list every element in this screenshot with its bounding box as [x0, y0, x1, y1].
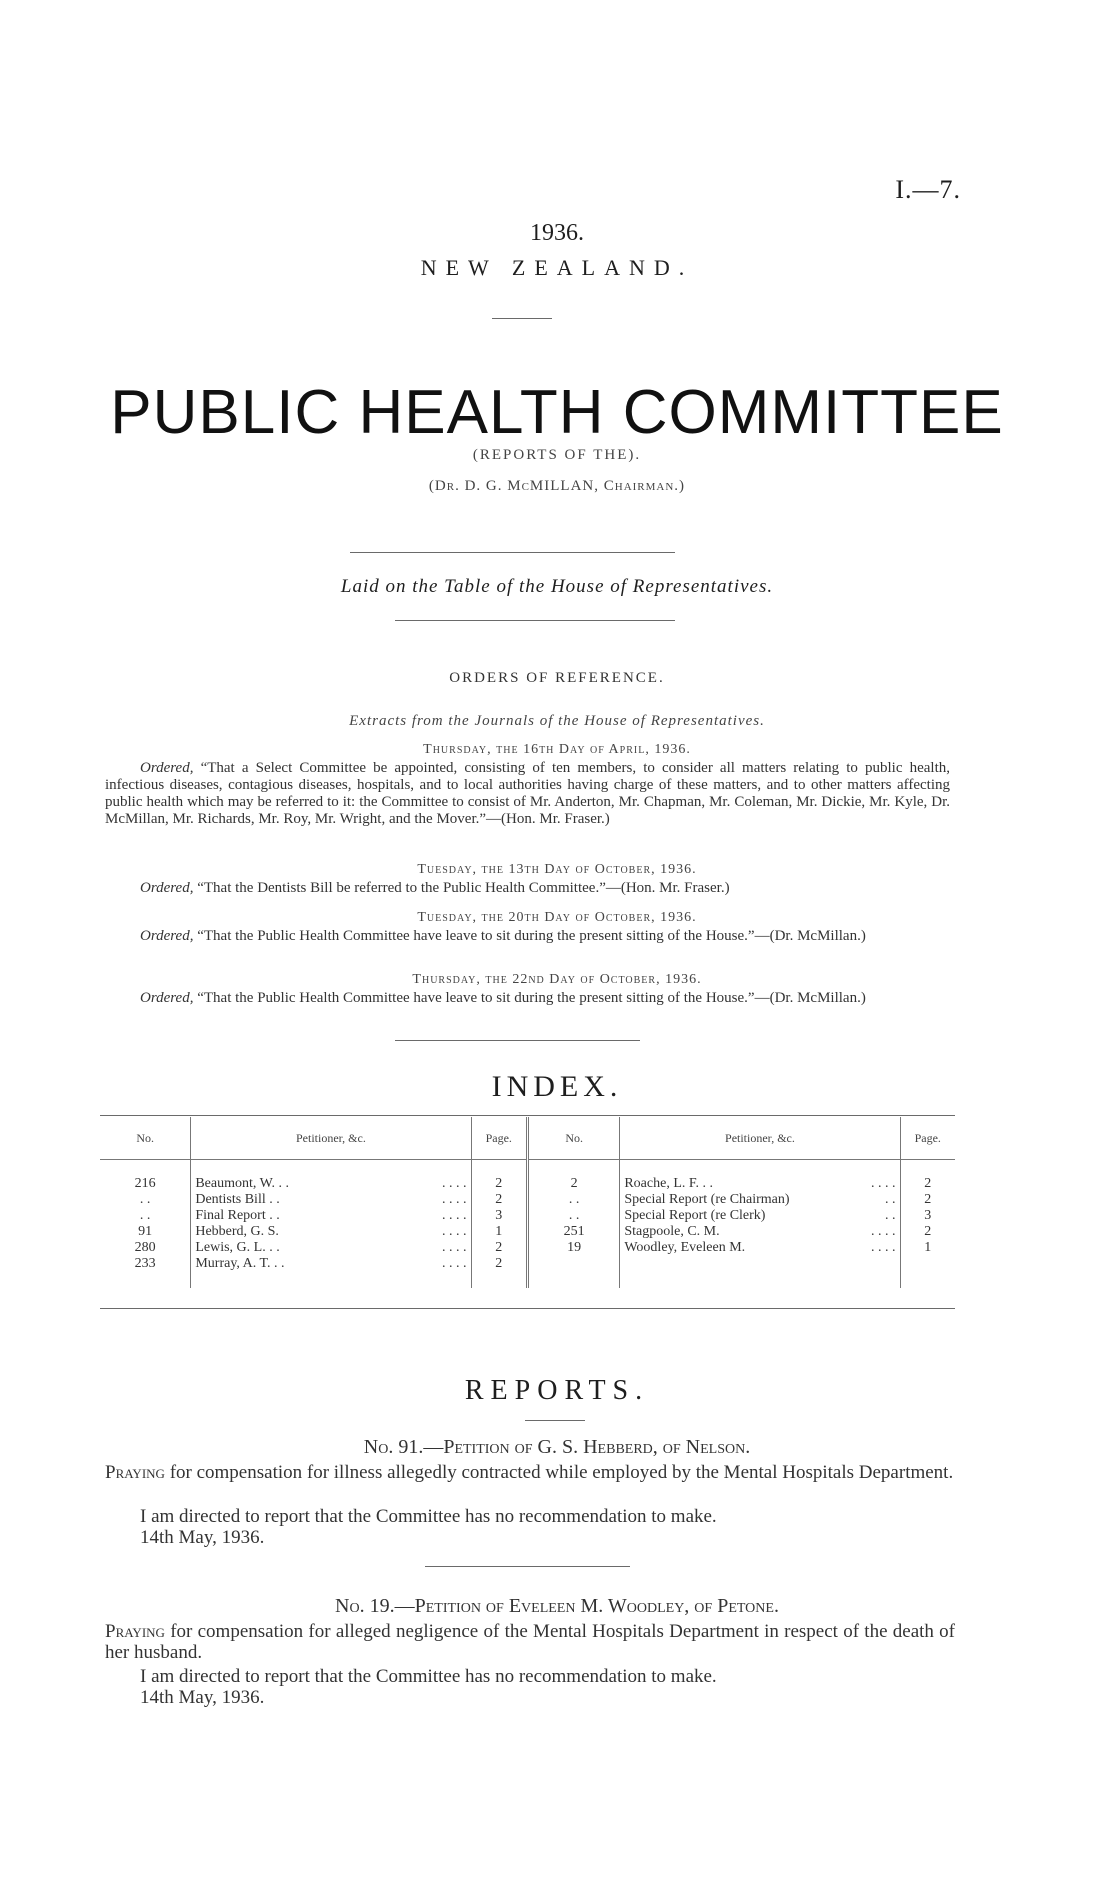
table-row	[100, 1192, 955, 1208]
index-title: INDEX.	[491, 1070, 623, 1103]
table-row	[100, 1256, 955, 1272]
cell-page	[900, 1256, 955, 1272]
report-finding: I am directed to report that the Committee has no recommendation to make.	[140, 1506, 717, 1527]
petition-body	[105, 1621, 955, 1663]
cell-petitioner: Special Report (re Clerk) . .	[620, 1208, 900, 1224]
cell-no: 251	[527, 1224, 619, 1240]
order-date: Thursday, the 16th Day of April, 1936.	[423, 742, 691, 757]
cell-page: 2	[900, 1192, 955, 1208]
ordered-label: Ordered,	[140, 990, 194, 1006]
cell-page: 3	[471, 1208, 527, 1224]
col-page: Page.	[471, 1117, 527, 1160]
ordered-label: Ordered,	[140, 880, 194, 896]
cell-no: 91	[138, 1224, 153, 1239]
order-text: “That the Public Health Committee have leave to sit during the present sitting of the House.”—(Dr. McMillan.)	[197, 928, 866, 944]
col-no: No.	[527, 1117, 619, 1160]
cell-no: 280	[134, 1240, 156, 1255]
chairman-line: (Dr. D. G. McMILLAN, Chairman.)	[428, 478, 686, 494]
divider	[525, 1420, 585, 1421]
publication-year: 1936.	[530, 220, 584, 246]
cell-page: 1	[471, 1224, 527, 1240]
country-heading: NEW ZEALAND.	[420, 255, 694, 280]
cell-no: . .	[139, 1192, 151, 1207]
cell-no: . .	[527, 1208, 619, 1224]
order-paragraph	[105, 928, 950, 945]
cell-page: 2	[471, 1176, 527, 1192]
petition-text: for compensation for illness allegedly contracted while employed by the Mental Hospitals Department.	[169, 1462, 954, 1483]
cell-petitioner: Beaumont, W. . . . . . .	[191, 1176, 471, 1192]
cell-petitioner: Final Report . . . . . .	[191, 1208, 471, 1224]
col-no: No.	[100, 1117, 191, 1160]
cell-petitioner	[620, 1256, 900, 1272]
petition-body	[105, 1462, 955, 1483]
table-row	[100, 1224, 955, 1240]
report-date: 14th May, 1936.	[140, 1527, 265, 1548]
divider	[395, 1040, 640, 1041]
extracts-line: Extracts from the Journals of the House of Representatives.	[349, 713, 765, 729]
order-text: “That a Select Committee be appointed, consisting of ten members, to consider all matters relating to public health, infectious diseases, contagious diseases, hospitals, and to local authorities having charge of these matters, and to other matters affecting public health which may be referred to it: the Committee to consist of Mr. Anderton, Mr. Chapman, Mr. Coleman, Mr. Dickie, Mr. Kyle, Dr. McMillan, Mr. Richards, Mr. Roy, Mr. Wright, and the Mover.”—(Hon. Mr. Fraser.)	[105, 760, 950, 827]
praying-label: Praying	[105, 1621, 165, 1642]
col-petitioner: Petitioner, &c.	[620, 1117, 900, 1160]
praying-label: Praying	[105, 1462, 165, 1483]
subtitle: (REPORTS OF THE).	[472, 447, 642, 463]
cell-no	[527, 1256, 619, 1272]
paper-reference: I.—7.	[895, 175, 961, 204]
cell-no: 233	[134, 1256, 156, 1271]
petition-heading: No. 19.—Petition of Eveleen M. Woodley, of Petone.	[335, 1595, 779, 1617]
cell-petitioner: Stagpoole, C. M. . . . .	[620, 1224, 900, 1240]
order-date: Thursday, the 22nd Day of October, 1936.	[412, 972, 702, 987]
divider	[492, 318, 552, 319]
ordered-label: Ordered,	[140, 760, 194, 776]
report-finding: I am directed to report that the Committee has no recommendation to make.	[140, 1666, 717, 1687]
cell-petitioner: Dentists Bill . . . . . .	[191, 1192, 471, 1208]
order-text: “That the Public Health Committee have leave to sit during the present sitting of the House.”—(Dr. McMillan.)	[197, 990, 866, 1006]
cell-petitioner: Lewis, G. L. . . . . . .	[191, 1240, 471, 1256]
col-page: Page.	[900, 1117, 955, 1160]
table-header-row	[100, 1117, 955, 1160]
cell-page: 2	[900, 1224, 955, 1240]
cell-petitioner: Hebberd, G. S. . . . .	[191, 1224, 471, 1240]
cell-no: . .	[527, 1192, 619, 1208]
report-date: 14th May, 1936.	[140, 1687, 265, 1708]
cell-petitioner: Murray, A. T. . . . . . .	[191, 1256, 471, 1272]
laid-on-table: Laid on the Table of the House of Representatives.	[340, 576, 774, 597]
table-row	[100, 1240, 955, 1256]
cell-no: 2	[527, 1176, 619, 1192]
table-top-rule	[100, 1115, 955, 1116]
divider	[425, 1566, 630, 1567]
reports-title: REPORTS.	[464, 1375, 650, 1406]
divider	[350, 552, 675, 553]
cell-no: 19	[527, 1240, 619, 1256]
table-row	[100, 1208, 955, 1224]
table-bottom-rule	[100, 1308, 955, 1309]
cell-no: . .	[139, 1208, 151, 1223]
cell-page: 1	[900, 1240, 955, 1256]
cell-page: 2	[471, 1240, 527, 1256]
cell-page: 2	[900, 1176, 955, 1192]
divider	[395, 620, 675, 621]
cell-petitioner: Woodley, Eveleen M. . . . .	[620, 1240, 900, 1256]
order-paragraph	[105, 880, 950, 897]
table-row	[100, 1176, 955, 1192]
index-table	[100, 1117, 955, 1288]
order-paragraph	[105, 990, 950, 1007]
cell-page: 3	[900, 1208, 955, 1224]
cell-page: 2	[471, 1192, 527, 1208]
ordered-label: Ordered,	[140, 928, 194, 944]
cell-no: 216	[134, 1176, 156, 1191]
order-text: “That the Dentists Bill be referred to the Public Health Committee.”—(Hon. Mr. Fraser.)	[197, 880, 730, 896]
col-petitioner: Petitioner, &c.	[191, 1117, 471, 1160]
page-title: PUBLIC HEALTH COMMITTEE	[110, 378, 1004, 447]
order-date: Tuesday, the 20th Day of October, 1936.	[417, 910, 697, 925]
cell-petitioner: Roache, L. F. . . . . . .	[620, 1176, 900, 1192]
cell-page: 2	[471, 1256, 527, 1272]
petition-heading: No. 91.—Petition of G. S. Hebberd, of Nelson.	[363, 1436, 751, 1458]
order-date: Tuesday, the 13th Day of October, 1936.	[417, 862, 697, 877]
orders-of-reference-title: ORDERS OF REFERENCE.	[449, 670, 665, 686]
cell-petitioner: Special Report (re Chairman) . .	[620, 1192, 900, 1208]
order-paragraph	[105, 760, 950, 828]
petition-text: for compensation for alleged negligence of the Mental Hospitals Department in respect of the death of her husband.	[105, 1621, 955, 1663]
